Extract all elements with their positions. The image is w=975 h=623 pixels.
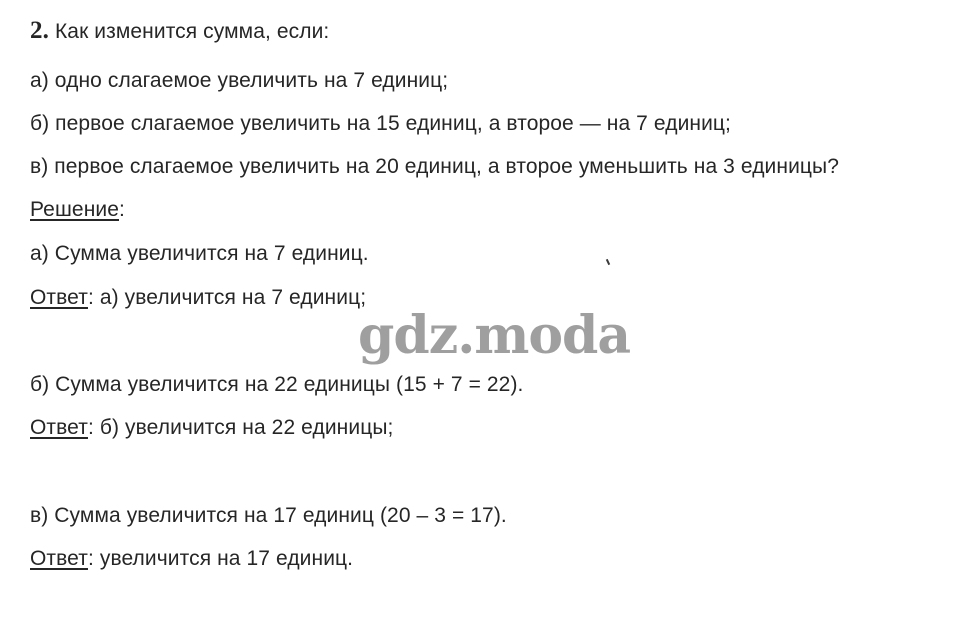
task-number: 2. bbox=[30, 17, 49, 44]
watermark-logo: gdz.moda bbox=[358, 305, 631, 366]
answer-label: Ответ bbox=[30, 416, 88, 439]
solution-heading bbox=[30, 197, 125, 223]
answer-c bbox=[30, 546, 353, 572]
answer-text: увеличится на 17 единиц. bbox=[93, 547, 354, 570]
task-question: Как изменится сумма, если: bbox=[54, 20, 330, 43]
solution-part-a: а) Сумма увеличится на 7 единиц. bbox=[30, 242, 369, 265]
answer-colon: : bbox=[87, 547, 94, 570]
answer-colon: : bbox=[87, 286, 94, 309]
task-item-a: а) одно слагаемое увеличить на 7 единиц; bbox=[30, 69, 449, 92]
task-item-c: в) первое слагаемое увеличить на 20 единиц, а второе уменьшить на 3 единицы? bbox=[30, 155, 840, 178]
answer-a bbox=[30, 285, 366, 311]
answer-label: Ответ bbox=[30, 286, 88, 309]
task-header bbox=[30, 18, 329, 45]
solution-heading-label: Решение bbox=[30, 198, 119, 221]
task-item-b: б) первое слагаемое увеличить на 15 единиц, а второе — на 7 единиц; bbox=[30, 112, 731, 135]
answer-b bbox=[30, 415, 393, 441]
ink-speck bbox=[606, 259, 610, 265]
answer-label: Ответ bbox=[30, 547, 88, 570]
solution-heading-colon: : bbox=[119, 198, 125, 221]
answer-text: а) увеличится на 7 единиц; bbox=[93, 286, 367, 309]
solution-part-c: в) Сумма увеличится на 17 единиц (20 – 3 = 17). bbox=[30, 504, 507, 527]
answer-colon: : bbox=[87, 416, 94, 439]
solution-part-b: б) Сумма увеличится на 22 единицы (15 + 7 = 22). bbox=[30, 373, 524, 396]
answer-text: б) увеличится на 22 единицы; bbox=[93, 416, 394, 439]
